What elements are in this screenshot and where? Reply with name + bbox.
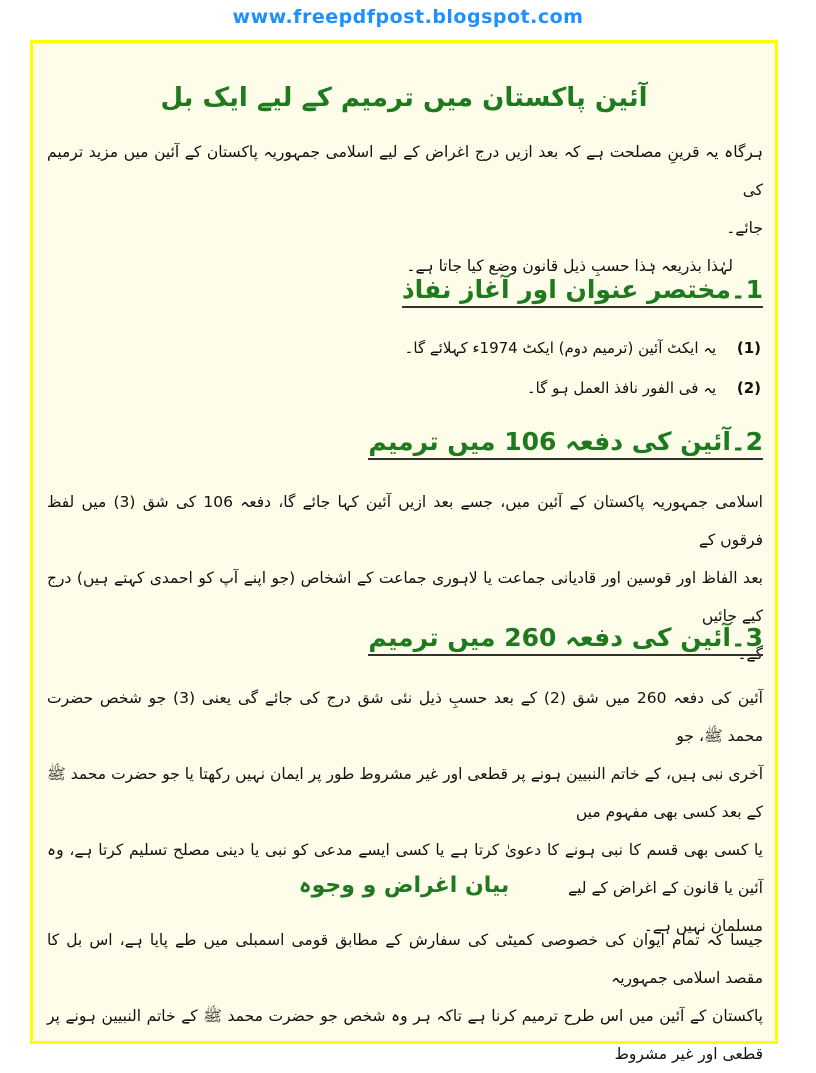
- section-2-line: اسلامی جمہوریہ پاکستان کے آئین میں، جسے بعد ازیں آئین کہا جائے گا، دفعہ 106 کی شق (3) میں لفظ فرقوں کے: [47, 493, 763, 549]
- section-3-line: آئین کی دفعہ 260 میں شق (2) کے بعد حسبِ ذیل نئی شق درج کی جائے گی یعنی (3) جو شخص حضرت محمد ﷺ، جو: [47, 689, 763, 745]
- preamble-line: ہرگاہ یہ قرینِ مصلحت ہے کہ بعد ازیں درج اغراض کے لیے اسلامی جمہوریہ پاکستان کے آئین میں مزید ترمیم کی: [47, 143, 763, 199]
- section-4-paragraph: [47, 921, 763, 1073]
- section-2-heading: 2۔آئین کی دفعہ 106 میں ترمیم: [368, 427, 763, 460]
- section-3-line: مسلمان نہیں ہے۔: [643, 917, 763, 935]
- section-2-line: گے۔: [737, 645, 763, 663]
- preamble-line: لہٰذا بذریعہ ہٰذا حسبِ ذیل قانون وضع کیا جاتا ہے۔: [406, 257, 733, 275]
- section-3-heading: 3۔آئین کی دفعہ 260 میں ترمیم: [368, 623, 763, 656]
- item-text: یہ ایکٹ آئین (ترمیم دوم) ایکٹ 1974ء کہلائے گا۔: [404, 339, 717, 357]
- preamble-line: جائے۔: [726, 219, 763, 237]
- section-2-line: بعد الفاظ اور قوسین اور قادیانی جماعت یا لاہوری جماعت کے اشخاص (جو اپنے آپ کو احمدی کہتے ہیں) درج کیے جائیں: [47, 569, 763, 625]
- item-number: (2): [736, 379, 761, 397]
- section-1-item: [45, 379, 761, 397]
- preamble-paragraph: [47, 133, 763, 285]
- section-3-paragraph: [47, 679, 763, 945]
- section-3-line: آخری نبی ہیں، کے خاتم النبیین ہونے پر قطعی اور غیر مشروط طور پر ایمان نہیں رکھتا یا جو حضرت محمد ﷺ کے بعد کسی بھی مفہوم میں: [47, 765, 763, 821]
- section-3-line: یا کسی بھی قسم کا نبی ہونے کا دعویٰ کرتا ہے یا کسی ایسے مدعی کو نبی یا دینی مصلح تسلیم کرتا ہے، وہ آئین یا قانون کے اغراض کے لیے: [47, 841, 763, 897]
- section-1-item: [45, 339, 761, 357]
- section-1-heading: 1۔مختصر عنوان اور آغاز نفاذ: [402, 275, 763, 308]
- item-text: یہ فی الفور نافذ العمل ہو گا۔: [526, 379, 717, 397]
- section-4-heading: بیان اغراض و وجوہ: [298, 873, 510, 898]
- section-4-line: پاکستان کے آئین میں اس طرح ترمیم کرنا ہے تاکہ ہر وہ شخص جو حضرت محمد ﷺ کے خاتم النبیین ہونے پر قطعی اور غیر مشروط: [47, 1007, 763, 1063]
- site-url-link[interactable]: www.freepdfpost.blogspot.com: [232, 6, 584, 28]
- document-title: آئین پاکستان میں ترمیم کے لیے ایک بل: [160, 83, 648, 113]
- section-4-line: جیسا کہ تمام ایوان کی خصوصی کمیٹی کی سفارش کے مطابق قومی اسمبلی میں طے پایا ہے، اس بل کا مقصد اسلامی جمہوریہ: [47, 931, 763, 987]
- item-number: (1): [736, 339, 761, 357]
- document-frame: [30, 40, 778, 1063]
